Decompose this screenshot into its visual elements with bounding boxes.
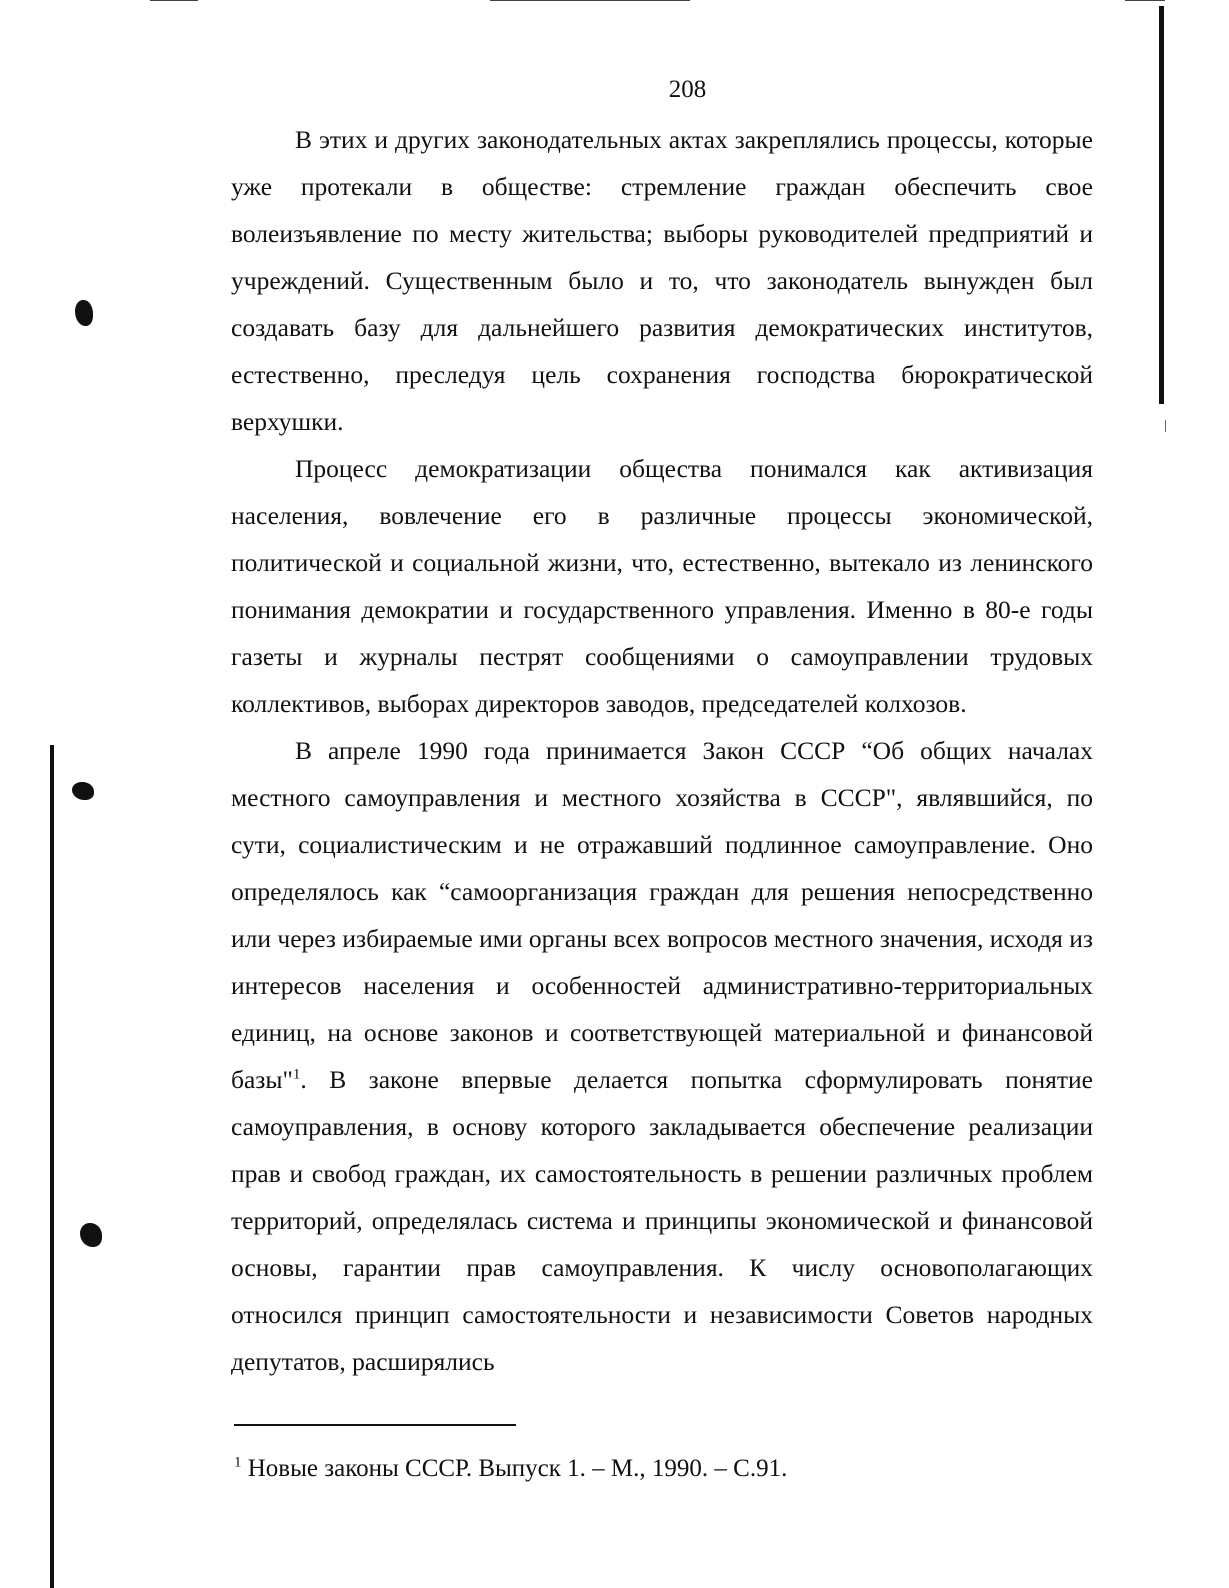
scan-edge-bar-left: [50, 745, 54, 1588]
scan-top-line: [490, 0, 690, 1]
binding-hole-mark: [75, 300, 93, 326]
scan-edge-tick: [1165, 420, 1166, 432]
paragraph: Процесс демократизации общества понимался как активизация населения, вовлечение его в различные процессы экономической, политической и социальной жизни, что, естественно, вытекало из ленинского понимания демократии и государственного управления. Именно в 80-е годы газеты и журналы пестрят сообщениями о самоуправлении трудовых коллективов, выборах директоров заводов, председателей колхозов.: [231, 454, 1093, 718]
paragraph-text: В апреле 1990 года принимается Закон СССР “Об общих началах местного самоуправления и местного хозяйства в СССР", являвшийся, по сути, социалистическим и не отражавший подлинное самоуправление. Оно определялось как “самоорганизация граждан для решения непосредственно или через избираемые ими органы всех вопросов местного значения, исходя из интересов населения и особенностей административно-территориальных единиц, на основе законов и соответствующей материальной и финансовой базы": [231, 736, 1093, 1094]
scan-top-line: [1125, 0, 1165, 1]
body-text: [231, 116, 1093, 1385]
footnote-text: Новые законы СССР. Выпуск 1. – М., 1990. – С.91.: [241, 1455, 788, 1482]
footnote-marker: 1: [234, 1454, 242, 1471]
scan-edge-bar-right: [1159, 6, 1164, 404]
page-number: 208: [668, 76, 707, 103]
footnote-reference[interactable]: 1: [292, 1066, 301, 1083]
paragraph: В этих и других законодательных актах закреплялись процессы, которые уже протекали в обществе: стремление граждан обеспечить свое волеизъявление по месту жительства; выборы руководителей предприятий и учреждений. Существенным было и то, что законодатель вынужден был создавать базу для дальнейшего развития демократических институтов, естественно, преследуя цель сохранения господства бюрократической верхушки.: [231, 125, 1093, 436]
binding-hole-mark: [72, 782, 94, 800]
paragraph-text: . В законе впервые делается попытка сформулировать понятие самоуправления, в основу которого закладывается обеспечение реализации прав и свобод граждан, их самостоятельность в решении различных проблем территорий, определялась система и принципы экономической и финансовой основы, гарантии прав самоуправления. К числу основополагающих относился принцип самостоятельности и независимости Советов народных депутатов, расширялись: [231, 1065, 1093, 1376]
binding-hole-mark: [80, 1223, 102, 1247]
footnote: [234, 1452, 1094, 1486]
scan-top-line: [150, 0, 198, 1]
footnote-separator: [234, 1424, 516, 1426]
paragraph: [231, 727, 1093, 1385]
